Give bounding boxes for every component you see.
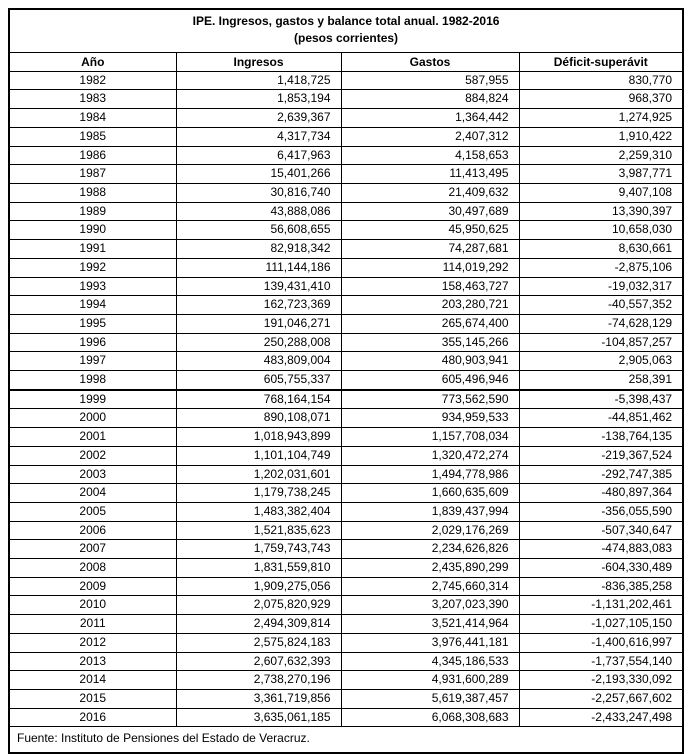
- ingresos-cell: 30,816,740: [176, 184, 341, 203]
- gastos-cell: 11,413,495: [341, 165, 519, 184]
- col-header-gastos: Gastos: [341, 52, 519, 71]
- year-cell: 2010: [9, 596, 176, 615]
- ingresos-cell: 82,918,342: [176, 240, 341, 259]
- table-row: [9, 314, 683, 333]
- ingresos-cell: 6,417,963: [176, 146, 341, 165]
- year-cell: 2014: [9, 671, 176, 690]
- gastos-cell: 265,674,400: [341, 314, 519, 333]
- balance-cell: -19,032,317: [519, 277, 683, 296]
- col-header-balance: Déficit-superávit: [519, 52, 683, 71]
- year-cell: 2009: [9, 577, 176, 596]
- table-row: [9, 484, 683, 503]
- balance-cell: -604,330,489: [519, 559, 683, 578]
- ingresos-cell: 191,046,271: [176, 314, 341, 333]
- table-row: [9, 165, 683, 184]
- ingresos-cell: 2,494,309,814: [176, 615, 341, 634]
- year-cell: 2006: [9, 521, 176, 540]
- ingresos-cell: 111,144,186: [176, 258, 341, 277]
- table-row: [9, 540, 683, 559]
- table-row: [9, 446, 683, 465]
- year-cell: 1997: [9, 352, 176, 371]
- year-cell: 1985: [9, 127, 176, 146]
- balance-cell: -2,193,330,092: [519, 671, 683, 690]
- table-row: [9, 521, 683, 540]
- year-cell: 1994: [9, 296, 176, 315]
- table-title: [9, 9, 683, 52]
- ingresos-cell: 1,202,031,601: [176, 465, 341, 484]
- gastos-cell: 30,497,689: [341, 202, 519, 221]
- table-row: [9, 409, 683, 428]
- balance-cell: -1,737,554,140: [519, 652, 683, 671]
- balance-cell: -292,747,385: [519, 465, 683, 484]
- ingresos-cell: 1,018,943,899: [176, 428, 341, 447]
- balance-cell: -104,857,257: [519, 333, 683, 352]
- gastos-cell: 4,158,653: [341, 146, 519, 165]
- gastos-cell: 114,019,292: [341, 258, 519, 277]
- year-cell: 1995: [9, 314, 176, 333]
- balance-cell: 2,259,310: [519, 146, 683, 165]
- year-cell: 2007: [9, 540, 176, 559]
- gastos-cell: 3,521,414,964: [341, 615, 519, 634]
- balance-cell: 258,391: [519, 371, 683, 390]
- table-row: [9, 202, 683, 221]
- year-cell: 1996: [9, 333, 176, 352]
- ingresos-cell: 15,401,266: [176, 165, 341, 184]
- year-cell: 1983: [9, 90, 176, 109]
- balance-cell: -480,897,364: [519, 484, 683, 503]
- balance-cell: -1,027,105,150: [519, 615, 683, 634]
- column-header-row: [9, 52, 683, 71]
- year-cell: 1988: [9, 184, 176, 203]
- year-cell: 2001: [9, 428, 176, 447]
- ingresos-cell: 1,179,738,245: [176, 484, 341, 503]
- balance-cell: -2,257,667,602: [519, 689, 683, 708]
- ingresos-cell: 2,639,367: [176, 109, 341, 128]
- ingresos-cell: 139,431,410: [176, 277, 341, 296]
- balance-cell: -219,367,524: [519, 446, 683, 465]
- table-row: [9, 90, 683, 109]
- table-row: [9, 371, 683, 390]
- ingresos-cell: 2,738,270,196: [176, 671, 341, 690]
- gastos-cell: 45,950,625: [341, 221, 519, 240]
- ingresos-cell: 1,101,104,749: [176, 446, 341, 465]
- ingresos-cell: 162,723,369: [176, 296, 341, 315]
- balance-cell: 9,407,108: [519, 184, 683, 203]
- gastos-cell: 203,280,721: [341, 296, 519, 315]
- year-cell: 1986: [9, 146, 176, 165]
- balance-cell: 968,370: [519, 90, 683, 109]
- ingresos-cell: 2,575,824,183: [176, 633, 341, 652]
- ipe-table-page: [8, 8, 684, 754]
- gastos-cell: 2,029,176,269: [341, 521, 519, 540]
- ingresos-cell: 250,288,008: [176, 333, 341, 352]
- table-title-line2: (pesos corrientes): [294, 31, 399, 46]
- table-title-line1: IPE. Ingresos, gastos y balance total anual. 1982-2016: [192, 14, 500, 28]
- table-row: [9, 615, 683, 634]
- balance-cell: -1,131,202,461: [519, 596, 683, 615]
- year-cell: 1982: [9, 71, 176, 90]
- balance-cell: -2,875,106: [519, 258, 683, 277]
- year-cell: 2002: [9, 446, 176, 465]
- table-row: [9, 596, 683, 615]
- year-cell: 2008: [9, 559, 176, 578]
- year-cell: 1991: [9, 240, 176, 259]
- ingresos-cell: 1,521,835,623: [176, 521, 341, 540]
- table-row: [9, 296, 683, 315]
- gastos-cell: 773,562,590: [341, 390, 519, 409]
- balance-cell: -356,055,590: [519, 502, 683, 521]
- balance-cell: -40,557,352: [519, 296, 683, 315]
- gastos-cell: 4,931,600,289: [341, 671, 519, 690]
- year-cell: 2003: [9, 465, 176, 484]
- year-cell: 2011: [9, 615, 176, 634]
- table-row: [9, 333, 683, 352]
- balance-cell: 1,910,422: [519, 127, 683, 146]
- balance-cell: 3,987,771: [519, 165, 683, 184]
- table-row: [9, 559, 683, 578]
- ingresos-cell: 2,607,632,393: [176, 652, 341, 671]
- table-row: [9, 502, 683, 521]
- ingresos-cell: 56,608,655: [176, 221, 341, 240]
- year-cell: 1993: [9, 277, 176, 296]
- ingresos-cell: 483,809,004: [176, 352, 341, 371]
- ingresos-cell: 1,909,275,056: [176, 577, 341, 596]
- year-cell: 2005: [9, 502, 176, 521]
- table-body: [9, 71, 683, 727]
- year-cell: 1987: [9, 165, 176, 184]
- table-row: [9, 221, 683, 240]
- table-row: [9, 689, 683, 708]
- gastos-cell: 884,824: [341, 90, 519, 109]
- source-note: Fuente: Instituto de Pensiones del Estado de Veracruz.: [9, 727, 683, 753]
- gastos-cell: 480,903,941: [341, 352, 519, 371]
- gastos-cell: 934,959,533: [341, 409, 519, 428]
- year-cell: 2016: [9, 708, 176, 727]
- gastos-cell: 21,409,632: [341, 184, 519, 203]
- gastos-cell: 2,435,890,299: [341, 559, 519, 578]
- year-cell: 1998: [9, 371, 176, 390]
- balance-cell: -836,385,258: [519, 577, 683, 596]
- balance-cell: -507,340,647: [519, 521, 683, 540]
- table-row: [9, 652, 683, 671]
- balance-cell: 2,905,063: [519, 352, 683, 371]
- table-row: [9, 184, 683, 203]
- gastos-cell: 6,068,308,683: [341, 708, 519, 727]
- ingresos-cell: 1,483,382,404: [176, 502, 341, 521]
- table-row: [9, 258, 683, 277]
- balance-cell: 13,390,397: [519, 202, 683, 221]
- table-row: [9, 352, 683, 371]
- year-cell: 1989: [9, 202, 176, 221]
- ingresos-cell: 43,888,086: [176, 202, 341, 221]
- ingresos-cell: 3,361,719,856: [176, 689, 341, 708]
- gastos-cell: 1,494,778,986: [341, 465, 519, 484]
- year-cell: 1984: [9, 109, 176, 128]
- year-cell: 1990: [9, 221, 176, 240]
- table-row: [9, 708, 683, 727]
- balance-cell: 8,630,661: [519, 240, 683, 259]
- gastos-cell: 355,145,266: [341, 333, 519, 352]
- ipe-annual-table: [8, 8, 684, 754]
- year-cell: 2000: [9, 409, 176, 428]
- ingresos-cell: 768,164,154: [176, 390, 341, 409]
- ingresos-cell: 890,108,071: [176, 409, 341, 428]
- gastos-cell: 158,463,727: [341, 277, 519, 296]
- table-row: [9, 428, 683, 447]
- balance-cell: -44,851,462: [519, 409, 683, 428]
- source-row: [9, 727, 683, 753]
- gastos-cell: 1,320,472,274: [341, 446, 519, 465]
- gastos-cell: 1,839,437,994: [341, 502, 519, 521]
- year-cell: 1992: [9, 258, 176, 277]
- table-row: [9, 109, 683, 128]
- year-cell: 1999: [9, 390, 176, 409]
- balance-cell: -474,883,083: [519, 540, 683, 559]
- balance-cell: 1,274,925: [519, 109, 683, 128]
- year-cell: 2004: [9, 484, 176, 503]
- gastos-cell: 1,660,635,609: [341, 484, 519, 503]
- table-row: [9, 465, 683, 484]
- table-row: [9, 127, 683, 146]
- gastos-cell: 1,157,708,034: [341, 428, 519, 447]
- balance-cell: -138,764,135: [519, 428, 683, 447]
- ingresos-cell: 605,755,337: [176, 371, 341, 390]
- table-row: [9, 633, 683, 652]
- gastos-cell: 5,619,387,457: [341, 689, 519, 708]
- ingresos-cell: 1,418,725: [176, 71, 341, 90]
- table-row: [9, 240, 683, 259]
- gastos-cell: 3,207,023,390: [341, 596, 519, 615]
- year-cell: 2012: [9, 633, 176, 652]
- gastos-cell: 605,496,946: [341, 371, 519, 390]
- balance-cell: -1,400,616,997: [519, 633, 683, 652]
- year-cell: 2015: [9, 689, 176, 708]
- table-row: [9, 71, 683, 90]
- balance-cell: -74,628,129: [519, 314, 683, 333]
- balance-cell: 830,770: [519, 71, 683, 90]
- table-row: [9, 146, 683, 165]
- year-cell: 2013: [9, 652, 176, 671]
- gastos-cell: 2,407,312: [341, 127, 519, 146]
- gastos-cell: 74,287,681: [341, 240, 519, 259]
- balance-cell: -2,433,247,498: [519, 708, 683, 727]
- balance-cell: -5,398,437: [519, 390, 683, 409]
- col-header-ingresos: Ingresos: [176, 52, 341, 71]
- balance-cell: 10,658,030: [519, 221, 683, 240]
- table-row: [9, 577, 683, 596]
- gastos-cell: 587,955: [341, 71, 519, 90]
- table-row: [9, 671, 683, 690]
- gastos-cell: 2,745,660,314: [341, 577, 519, 596]
- ingresos-cell: 3,635,061,185: [176, 708, 341, 727]
- ingresos-cell: 1,831,559,810: [176, 559, 341, 578]
- gastos-cell: 4,345,186,533: [341, 652, 519, 671]
- gastos-cell: 1,364,442: [341, 109, 519, 128]
- ingresos-cell: 1,853,194: [176, 90, 341, 109]
- gastos-cell: 2,234,626,826: [341, 540, 519, 559]
- title-row: [9, 9, 683, 52]
- ingresos-cell: 2,075,820,929: [176, 596, 341, 615]
- gastos-cell: 3,976,441,181: [341, 633, 519, 652]
- col-header-year: Año: [9, 52, 176, 71]
- table-row: [9, 390, 683, 409]
- table-row: [9, 277, 683, 296]
- ingresos-cell: 4,317,734: [176, 127, 341, 146]
- ingresos-cell: 1,759,743,743: [176, 540, 341, 559]
